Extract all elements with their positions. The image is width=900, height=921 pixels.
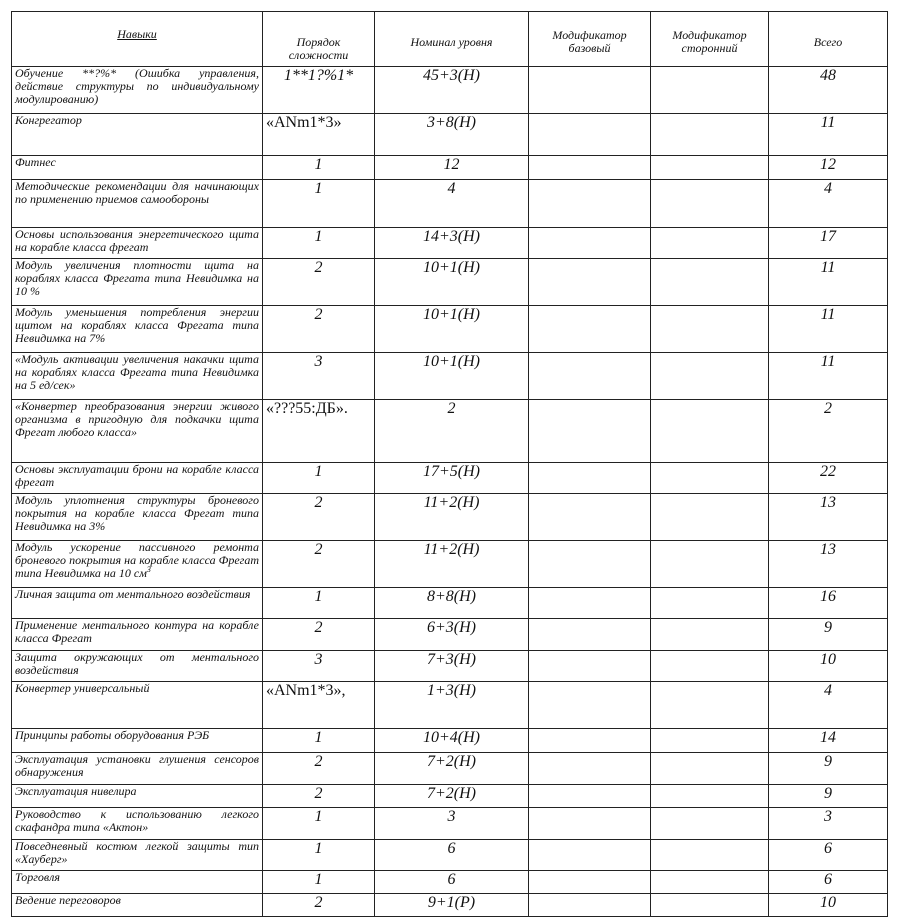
order-cell: 2 [263,306,375,353]
nominal-cell: 7+2(Н) [375,785,529,808]
header-skills: Навыки [12,12,263,67]
mod-ext-cell [651,785,769,808]
order-cell: 1 [263,840,375,871]
header-total: Всего [769,12,888,67]
order-cell: 1 [263,156,375,180]
table-row [12,651,888,682]
total-cell: 9 [769,753,888,785]
mod-ext-cell [651,353,769,400]
mod-ext-cell [651,753,769,785]
mod-base-cell [529,67,651,114]
skill-name-cell: Ведение переговоров [12,894,263,917]
total-cell: 13 [769,494,888,541]
order-cell: 3 [263,651,375,682]
mod-base-cell [529,463,651,494]
mod-ext-cell [651,180,769,228]
total-cell: 11 [769,353,888,400]
table-row [12,400,888,463]
mod-ext-cell [651,651,769,682]
nominal-cell: 2 [375,400,529,463]
skill-name-cell: Основы использования энергетического щита на корабле класса фрегат [12,228,263,259]
order-cell: 1 [263,808,375,840]
mod-base-cell [529,156,651,180]
table-row [12,180,888,228]
nominal-cell: 6 [375,840,529,871]
order-cell: 1 [263,871,375,894]
nominal-cell: 12 [375,156,529,180]
order-cell: «ANm1*3» [263,114,375,156]
order-cell: 2 [263,753,375,785]
skill-name-cell: Личная защита от ментального воздействия [12,588,263,619]
skill-name-cell: Модуль ускорение пассивного ремонта броневого покрытия на корабле класса Фрегат типа Невидимка на 10 $см^3$ [12,541,263,588]
total-cell: 4 [769,180,888,228]
total-cell: 48 [769,67,888,114]
skill-name-cell: Торговля [12,871,263,894]
nominal-cell: 6+3(Н) [375,619,529,651]
mod-base-cell [529,259,651,306]
nominal-cell: 8+8(Н) [375,588,529,619]
mod-ext-cell [651,619,769,651]
skill-name-cell: Применение ментального контура на корабле класса Фрегат [12,619,263,651]
order-cell: «ANm1*3», [263,682,375,729]
skill-name-cell: Обучение **?%* (Ошибка управления, действие структуры по индивидуальному модулированию) [12,67,263,114]
skills-table-body [12,67,888,917]
mod-base-cell [529,753,651,785]
order-cell: 2 [263,259,375,306]
mod-ext-cell [651,306,769,353]
order-cell: 2 [263,541,375,588]
total-cell: 11 [769,306,888,353]
mod-ext-cell [651,541,769,588]
header-order: Порядок сложности [263,12,375,67]
nominal-cell: 45+3(Н) [375,67,529,114]
table-row [12,871,888,894]
nominal-cell: 11+2(Н) [375,494,529,541]
mod-base-cell [529,840,651,871]
skill-name-cell: Эксплуатация установки глушения сенсоров обнаружения [12,753,263,785]
table-row [12,753,888,785]
mod-ext-cell [651,494,769,541]
nominal-cell: 10+1(Н) [375,259,529,306]
nominal-cell: 7+3(Н) [375,651,529,682]
table-row [12,840,888,871]
order-cell: 1 [263,180,375,228]
skill-name-cell: Принципы работы оборудования РЭБ [12,729,263,753]
mod-ext-cell [651,682,769,729]
skill-name-cell: Защита окружающих от ментального воздействия [12,651,263,682]
mod-base-cell [529,619,651,651]
skill-name-cell: Фитнес [12,156,263,180]
skill-name-cell: Основы эксплуатации брони на корабле класса фрегат [12,463,263,494]
mod-base-cell [529,400,651,463]
mod-ext-cell [651,894,769,917]
mod-ext-cell [651,400,769,463]
total-cell: 22 [769,463,888,494]
nominal-cell: 7+2(Н) [375,753,529,785]
skill-name-cell: Повседневный костюм легкой защиты тип «Хауберг» [12,840,263,871]
mod-base-cell [529,894,651,917]
total-cell: 3 [769,808,888,840]
order-cell: 1**1?%1* [263,67,375,114]
mod-ext-cell [651,67,769,114]
total-cell: 4 [769,682,888,729]
table-row [12,494,888,541]
nominal-cell: 3 [375,808,529,840]
total-cell: 10 [769,894,888,917]
total-cell: 10 [769,651,888,682]
table-row [12,541,888,588]
header-mod-ext: Модификатор сторонний [651,12,769,67]
name-superscript: 3 [146,565,151,574]
mod-ext-cell [651,259,769,306]
table-row [12,463,888,494]
total-cell: 12 [769,156,888,180]
mod-ext-cell [651,228,769,259]
skill-name-cell: Конвертер универсальный [12,682,263,729]
skill-name-cell: «Модуль активации увеличения накачки щита на кораблях класса Фрегата типа Невидимка на 5 ед/сек» [12,353,263,400]
table-row [12,785,888,808]
order-cell: 1 [263,729,375,753]
total-cell: 9 [769,785,888,808]
total-cell: 14 [769,729,888,753]
nominal-cell: 17+5(Н) [375,463,529,494]
table-row [12,619,888,651]
nominal-cell: 10+4(Н) [375,729,529,753]
order-cell: 1 [263,228,375,259]
mod-base-cell [529,651,651,682]
table-row [12,353,888,400]
mod-base-cell [529,353,651,400]
mod-base-cell [529,588,651,619]
nominal-cell: 6 [375,871,529,894]
mod-ext-cell [651,808,769,840]
mod-base-cell [529,729,651,753]
header-nominal: Номинал уровня [375,12,529,67]
order-cell: 1 [263,588,375,619]
skill-name-cell: Руководство к использованию легкого скафандра типа «Актон» [12,808,263,840]
total-cell: 16 [769,588,888,619]
total-cell: 6 [769,871,888,894]
table-row [12,114,888,156]
nominal-cell: 14+3(Н) [375,228,529,259]
total-cell: 11 [769,114,888,156]
table-row [12,67,888,114]
skill-name-cell: Конгрегатор [12,114,263,156]
skill-name-cell: Модуль увеличения плотности щита на кораблях класса Фрегата типа Невидимка на 10 % [12,259,263,306]
nominal-cell: 11+2(Н) [375,541,529,588]
mod-base-cell [529,494,651,541]
total-cell: 2 [769,400,888,463]
mod-base-cell [529,682,651,729]
total-cell: 11 [769,259,888,306]
mod-base-cell [529,541,651,588]
order-cell: 1 [263,463,375,494]
order-cell: 3 [263,353,375,400]
order-cell: 2 [263,494,375,541]
mod-base-cell [529,180,651,228]
nominal-cell: 1+3(Н) [375,682,529,729]
table-row [12,306,888,353]
mod-ext-cell [651,871,769,894]
table-row [12,228,888,259]
table-row [12,808,888,840]
mod-ext-cell [651,729,769,753]
total-cell: 6 [769,840,888,871]
total-cell: 13 [769,541,888,588]
mod-ext-cell [651,114,769,156]
table-row [12,729,888,753]
header-mod-base: Модификатор базовый [529,12,651,67]
nominal-cell: 10+1(Н) [375,353,529,400]
nominal-cell: 4 [375,180,529,228]
skills-table [11,11,888,917]
mod-base-cell [529,306,651,353]
total-cell: 9 [769,619,888,651]
order-cell: 2 [263,894,375,917]
nominal-cell: 10+1(Н) [375,306,529,353]
total-cell: 17 [769,228,888,259]
nominal-cell: 9+1(Р) [375,894,529,917]
mod-ext-cell [651,840,769,871]
table-row [12,588,888,619]
nominal-cell: 3+8(Н) [375,114,529,156]
mod-ext-cell [651,588,769,619]
table-row [12,894,888,917]
skill-name-cell: Модуль уплотнения структуры броневого покрытия на корабле класса Фрегат типа Невидимка на 3% [12,494,263,541]
skill-name-cell: «Конвертер преобразования энергии живого организма в пригодную для подкачки щита Фрегат любого класса» [12,400,263,463]
order-cell: «???55:ДБ». [263,400,375,463]
mod-base-cell [529,808,651,840]
skill-name-cell: Модуль уменьшения потребления энергии щитом на кораблях класса Фрегата типа Невидимка на 7% [12,306,263,353]
header-row [12,12,888,67]
skill-name-cell: Эксплуатация нивелира [12,785,263,808]
table-row [12,156,888,180]
table-row [12,259,888,306]
mod-base-cell [529,228,651,259]
order-cell: 2 [263,619,375,651]
mod-ext-cell [651,156,769,180]
mod-base-cell [529,871,651,894]
skill-name-cell: Методические рекомендации для начинающих по применению приемов самообороны [12,180,263,228]
mod-base-cell [529,114,651,156]
table-row [12,682,888,729]
order-cell: 2 [263,785,375,808]
mod-base-cell [529,785,651,808]
mod-ext-cell [651,463,769,494]
